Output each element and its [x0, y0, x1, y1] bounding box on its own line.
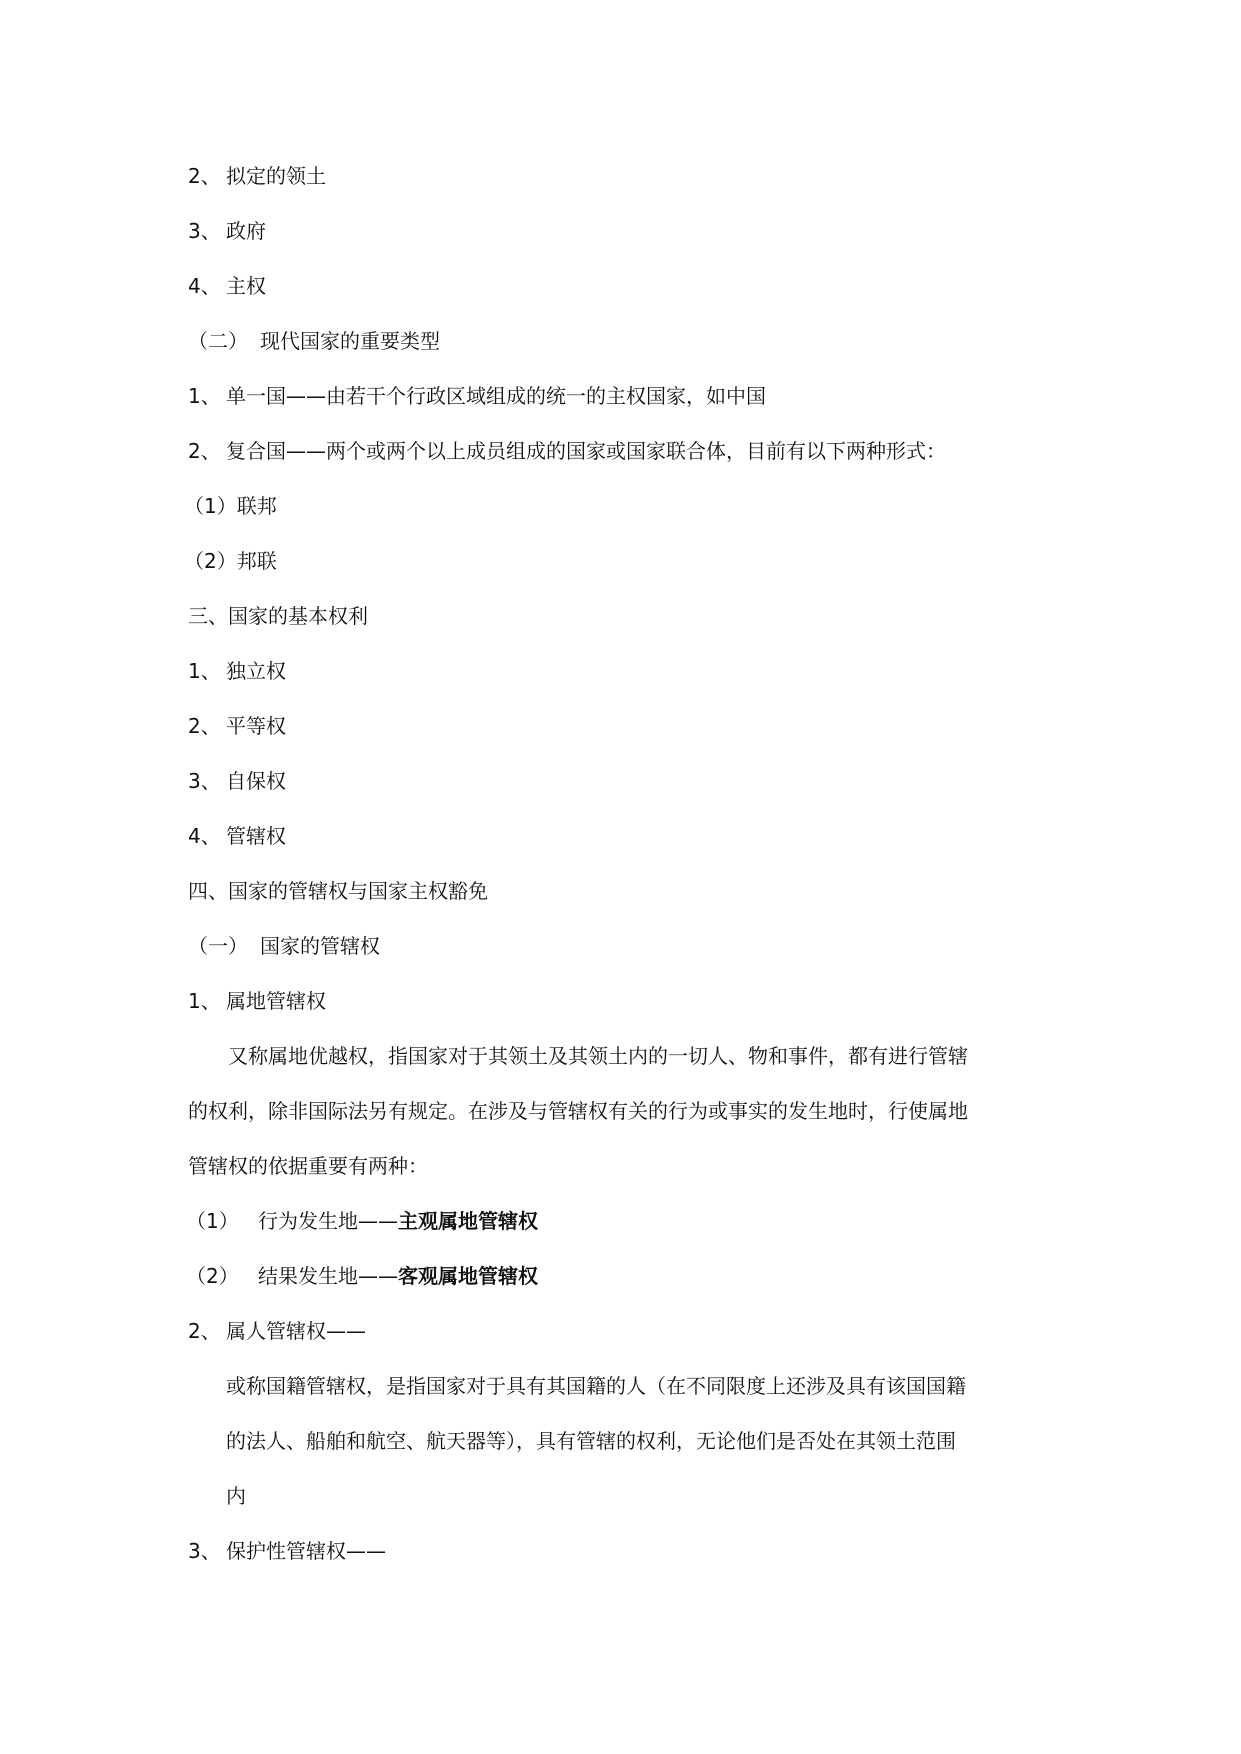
list-item — [188, 382, 766, 410]
item-text: 主权 — [226, 274, 266, 298]
section-heading — [188, 877, 488, 905]
item-number: （2） — [186, 1264, 239, 1288]
section-title: 四、国家的管辖权与国家主权豁免 — [188, 879, 488, 903]
sub-list-item — [186, 1207, 538, 1235]
item-text: （1）联邦 — [184, 494, 277, 518]
paragraph-line: 又称属地优越权，指国家对于其领土及其领土内的一切人、物和事件，都有进行管辖 — [228, 1044, 968, 1068]
item-number: 2、 — [188, 439, 221, 463]
subsection-title: 现代国家的重要类型 — [260, 329, 440, 353]
item-number: 3、 — [188, 1539, 221, 1563]
item-text: 平等权 — [226, 714, 286, 738]
item-number: 3、 — [188, 219, 221, 243]
subsection-number: （一） — [188, 934, 248, 958]
paragraph-line: 的权利，除非国际法另有规定。在涉及与管辖权有关的行为或事实的发生地时，行使属地 — [188, 1099, 968, 1123]
item-text: 单一国——由若干个行政区域组成的统一的主权国家，如中国 — [226, 384, 766, 408]
item-number: 4、 — [188, 824, 221, 848]
item-number: 1、 — [188, 659, 221, 683]
item-text: （2）邦联 — [184, 549, 277, 573]
item-number: （1） — [186, 1209, 239, 1233]
subsection-heading — [188, 932, 380, 960]
subsection-title: 国家的管辖权 — [260, 934, 380, 958]
sub-list-item — [184, 492, 277, 520]
item-number: 3、 — [188, 769, 221, 793]
sub-list-item — [186, 1262, 538, 1290]
item-number: 2、 — [188, 164, 221, 188]
item-text: 行为发生地—— — [258, 1209, 398, 1233]
item-text: 属地管辖权 — [226, 989, 326, 1013]
item-text: 结果发生地—— — [258, 1264, 398, 1288]
item-text: 复合国——两个或两个以上成员组成的国家或国家联合体，目前有以下两种形式： — [226, 439, 946, 463]
list-item — [188, 1537, 386, 1565]
item-text: 拟定的领土 — [226, 164, 326, 188]
item-number: 4、 — [188, 274, 221, 298]
item-text: 管辖权 — [226, 824, 286, 848]
item-text: 独立权 — [226, 659, 286, 683]
paragraph-line: 管辖权的依据重要有两种： — [188, 1154, 428, 1178]
list-item — [188, 712, 286, 740]
item-text: 保护性管辖权—— — [226, 1539, 386, 1563]
item-text: 政府 — [226, 219, 266, 243]
list-item — [188, 657, 286, 685]
item-bold-text: 主观属地管辖权 — [398, 1209, 538, 1233]
item-text: 属人管辖权—— — [226, 1319, 366, 1343]
subsection-number: （二） — [188, 329, 248, 353]
section-title: 三、国家的基本权利 — [188, 604, 368, 628]
paragraph-line: 内 — [226, 1484, 246, 1508]
section-heading — [188, 602, 368, 630]
list-item — [188, 767, 286, 795]
list-item — [188, 162, 326, 190]
item-text: 自保权 — [226, 769, 286, 793]
paragraph-line: 的法人、船舶和航空、航天器等），具有管辖的权利，无论他们是否处在其领土范围 — [226, 1429, 956, 1453]
list-item — [188, 822, 286, 850]
item-number: 2、 — [188, 714, 221, 738]
item-bold-text: 客观属地管辖权 — [398, 1264, 538, 1288]
list-item — [188, 437, 946, 465]
list-item — [188, 272, 266, 300]
subsection-heading — [188, 327, 440, 355]
item-number: 2、 — [188, 1319, 221, 1343]
paragraph-line: 或称国籍管辖权，是指国家对于具有其国籍的人（在不同限度上还涉及具有该国国籍 — [226, 1374, 966, 1398]
item-number: 1、 — [188, 384, 221, 408]
sub-list-item — [184, 547, 277, 575]
list-item — [188, 987, 326, 1015]
list-item — [188, 1317, 366, 1345]
list-item — [188, 217, 266, 245]
item-number: 1、 — [188, 989, 221, 1013]
